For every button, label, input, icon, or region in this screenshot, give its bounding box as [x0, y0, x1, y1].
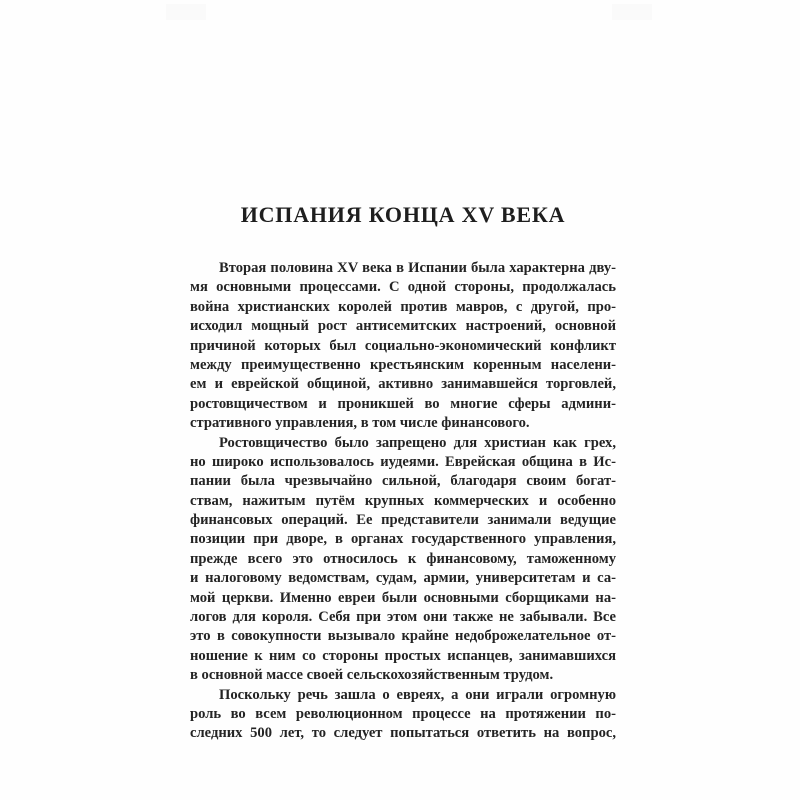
text-line: война христианских королей против мавров, с другой, про-: [190, 298, 616, 315]
text-line: пании была чрезвычайно сильной, благодаря своим богат-: [190, 473, 616, 490]
text-line: мой церкви. Именно евреи были основными сборщиками на-: [190, 589, 616, 606]
text-line: в основной массе своей сельскохозяйственным трудом.: [190, 667, 554, 684]
scan-artifact-left: [166, 4, 206, 20]
text-line: мя основными процессами. С одной стороны, продолжалась: [190, 279, 616, 296]
text-line: финансовых операций. Ее представители занимали ведущие: [190, 512, 616, 529]
text-line: позиции при дворе, в органах государственного управления,: [190, 531, 616, 548]
text-line: ем и еврейской общиной, активно занимавшейся торговлей,: [190, 376, 616, 393]
text-line: но широко использовалось иудеями. Еврейская община в Ис-: [190, 453, 616, 470]
text-line: между преимущественно крестьянским коренным населени-: [190, 356, 616, 373]
text-line: стративного управления, в том числе финансового.: [190, 415, 530, 432]
page-body: [190, 259, 616, 744]
text-line: Вторая половина XV века в Испании была характерна дву-: [219, 260, 616, 276]
text-line: Ростовщичество было запрещено для христиан как грех,: [219, 434, 616, 451]
text-line: причиной которых был социально-экономический конфликт: [190, 337, 616, 354]
text-line: логов для короля. Себя при этом они также не забывали. Все: [190, 609, 616, 626]
text-line: роль во всем революционном процессе на протяжении по-: [190, 705, 616, 722]
text-line: прежде всего это относилось к финансовому, таможенному: [190, 550, 616, 567]
text-line: следних 500 лет, то следует попытаться ответить на вопрос,: [190, 725, 616, 742]
text-line: исходил мощный рост антисемитских настроений, основной: [190, 318, 616, 335]
text-line: Поскольку речь зашла о евреях, а они играли огромную: [219, 686, 616, 703]
text-line: ношение к ним со стороны простых испанцев, занимавшихся: [190, 647, 616, 664]
text-line: и налоговому ведомствам, судам, армии, университетам и са-: [190, 570, 616, 587]
content-column: [190, 202, 616, 744]
text-line: ростовщичеством и проникшей во многие сферы админи-: [190, 395, 616, 412]
scan-artifact-right: [612, 4, 652, 20]
text-line: ствам, нажитым путём крупных коммерческих и особенно: [190, 492, 616, 509]
text-line: это в совокупности вызывало крайне недоброжелательное от-: [190, 628, 616, 645]
page-title: ИСПАНИЯ КОНЦА XV ВЕКА: [240, 202, 566, 227]
